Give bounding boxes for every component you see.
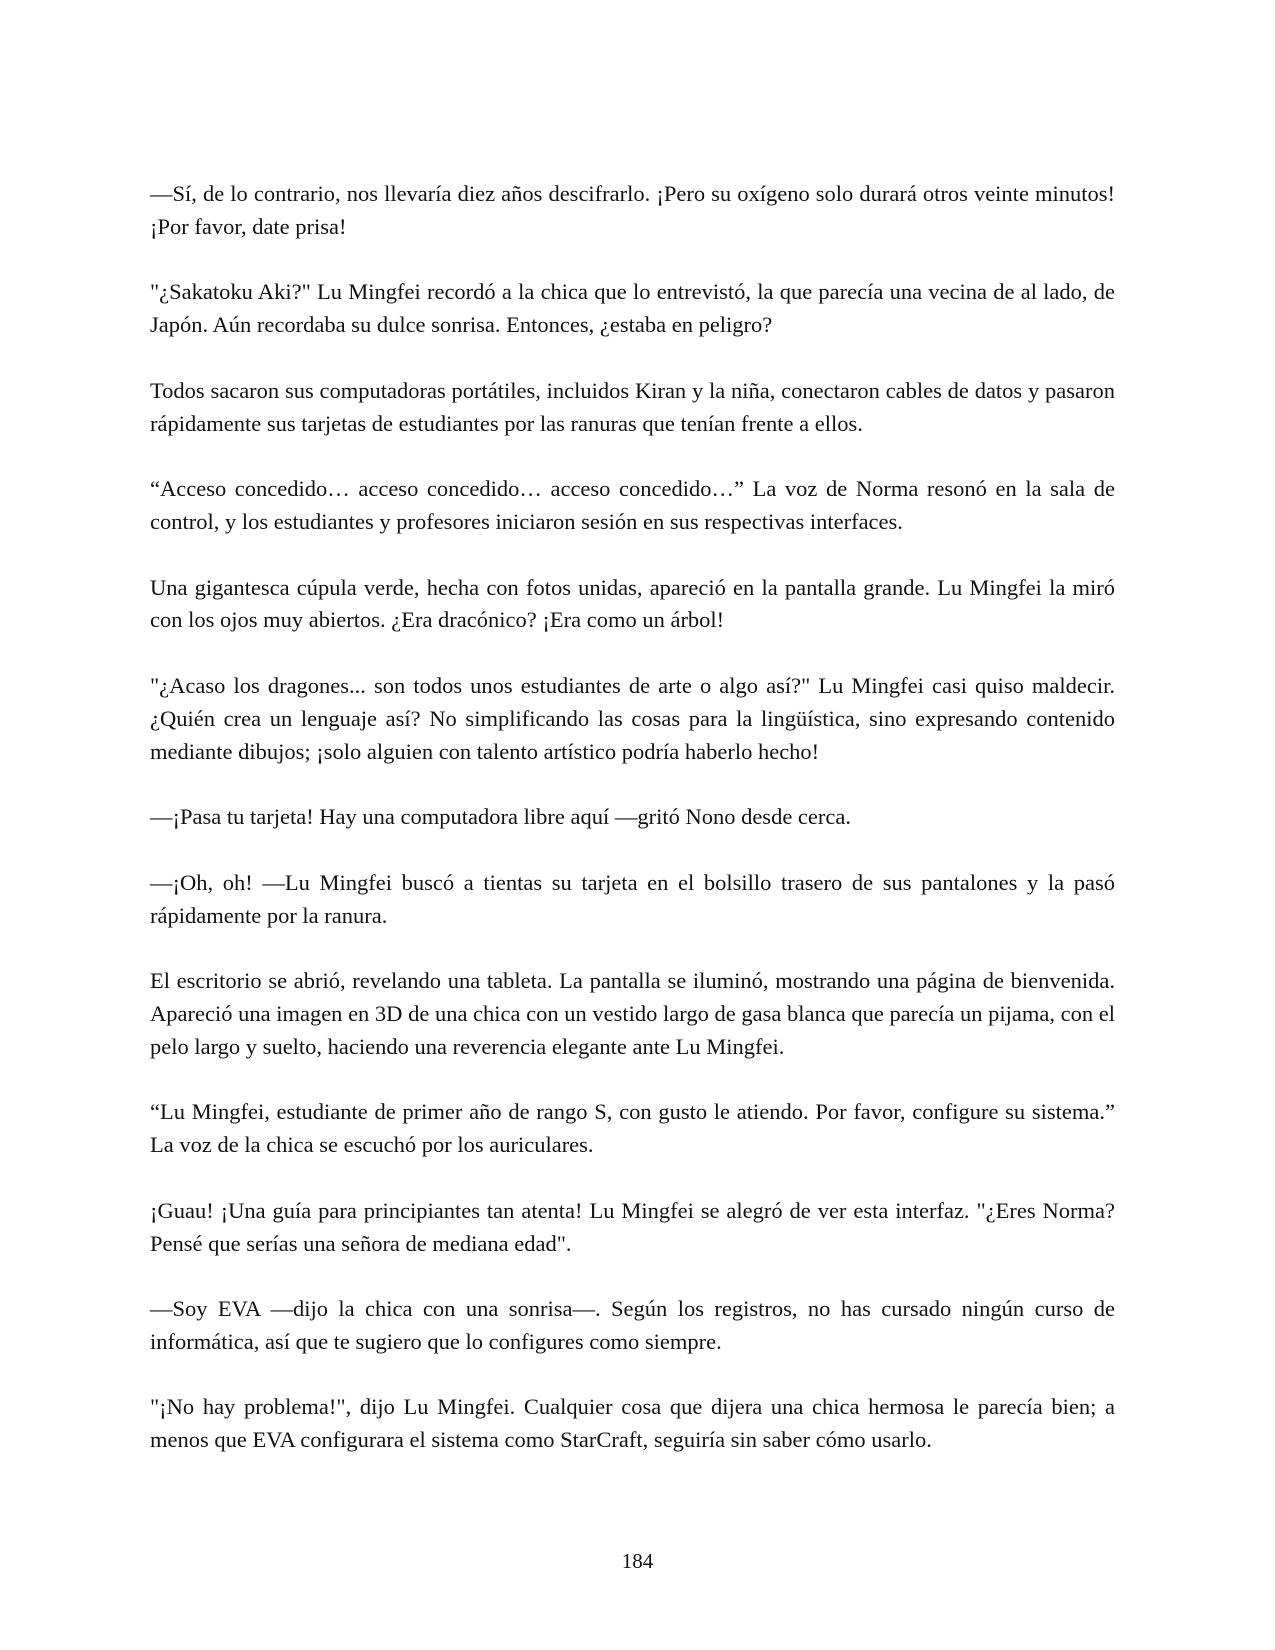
page-body [150,178,1115,1490]
paragraph-12: —Soy EVA —dijo la chica con una sonrisa—. Según los registros, no has cursado ningún curso de informática, así que te sugiero que lo configures como siempre. [150,1296,1115,1354]
paragraph-3: Todos sacaron sus computadoras portátiles, incluidos Kiran y la niña, conectaron cables de datos y pasaron rápidamente sus tarjetas de estudiantes por las ranuras que tenían frente a ellos. [150,377,1115,436]
paragraph-13: "¡No hay problema!", dijo Lu Mingfei. Cualquier cosa que dijera una chica hermosa le parecía bien; a menos que EVA configurara el sistema como StarCraft, seguiría sin saber cómo usarlo. [150,1394,1115,1453]
paragraph-4: “Acceso concedido… acceso concedido… acceso concedido…” La voz de Norma resonó en la sala de control, y los estudiantes y profesores iniciaron sesión en sus respectivas interfaces. [150,476,1115,534]
paragraph-6: "¿Acaso los dragones... son todos unos estudiantes de arte o algo así?" Lu Mingfei casi quiso maldecir. ¿Quién crea un lenguaje así? No simplificando las cosas para la lingüística, sino expresando contenido mediante dibujos; ¡solo alguien con talento artístico podría haberlo hecho! [150,672,1115,764]
paragraph-5: Una gigantesca cúpula verde, hecha con fotos unidas, apareció en la pantalla grande. Lu Mingfei la miró con los ojos muy abiertos. ¿Era dracónico? ¡Era como un árbol! [150,574,1115,633]
paragraph-11: ¡Guau! ¡Una guía para principiantes tan atenta! Lu Mingfei se alegró de ver esta interfaz. "¿Eres Norma? Pensé que serías una señora de mediana edad". [150,1197,1115,1256]
paragraph-9: El escritorio se abrió, revelando una tableta. La pantalla se iluminó, mostrando una página de bienvenida. Apareció una imagen en 3D de una chica con un vestido largo de gasa blanca que parecía un pijama, con el pelo largo y suelto, haciendo una reverencia elegante ante Lu Mingfei. [150,968,1115,1059]
paragraph-10: “Lu Mingfei, estudiante de primer año de rango S, con gusto le atiendo. Por favor, configure su sistema.” La voz de la chica se escuchó por los auriculares. [150,1099,1115,1158]
paragraph-8: —¡Oh, oh! —Lu Mingfei buscó a tientas su tarjeta en el bolsillo trasero de sus pantalones y la pasó rápidamente por la ranura. [150,869,1115,928]
paragraph-7: —¡Pasa tu tarjeta! Hay una computadora libre aquí —gritó Nono desde cerca. [150,804,851,830]
page-number: 184 [621,1549,654,1573]
paragraph-2: "¿Sakatoku Aki?" Lu Mingfei recordó a la chica que lo entrevistó, la que parecía una vecina de al lado, de Japón. Aún recordaba su dulce sonrisa. Entonces, ¿estaba en peligro? [150,279,1115,338]
paragraph-1: —Sí, de lo contrario, nos llevaría diez años descifrarlo. ¡Pero su oxígeno solo durará otros veinte minutos! ¡Por favor, date prisa! [150,181,1115,239]
